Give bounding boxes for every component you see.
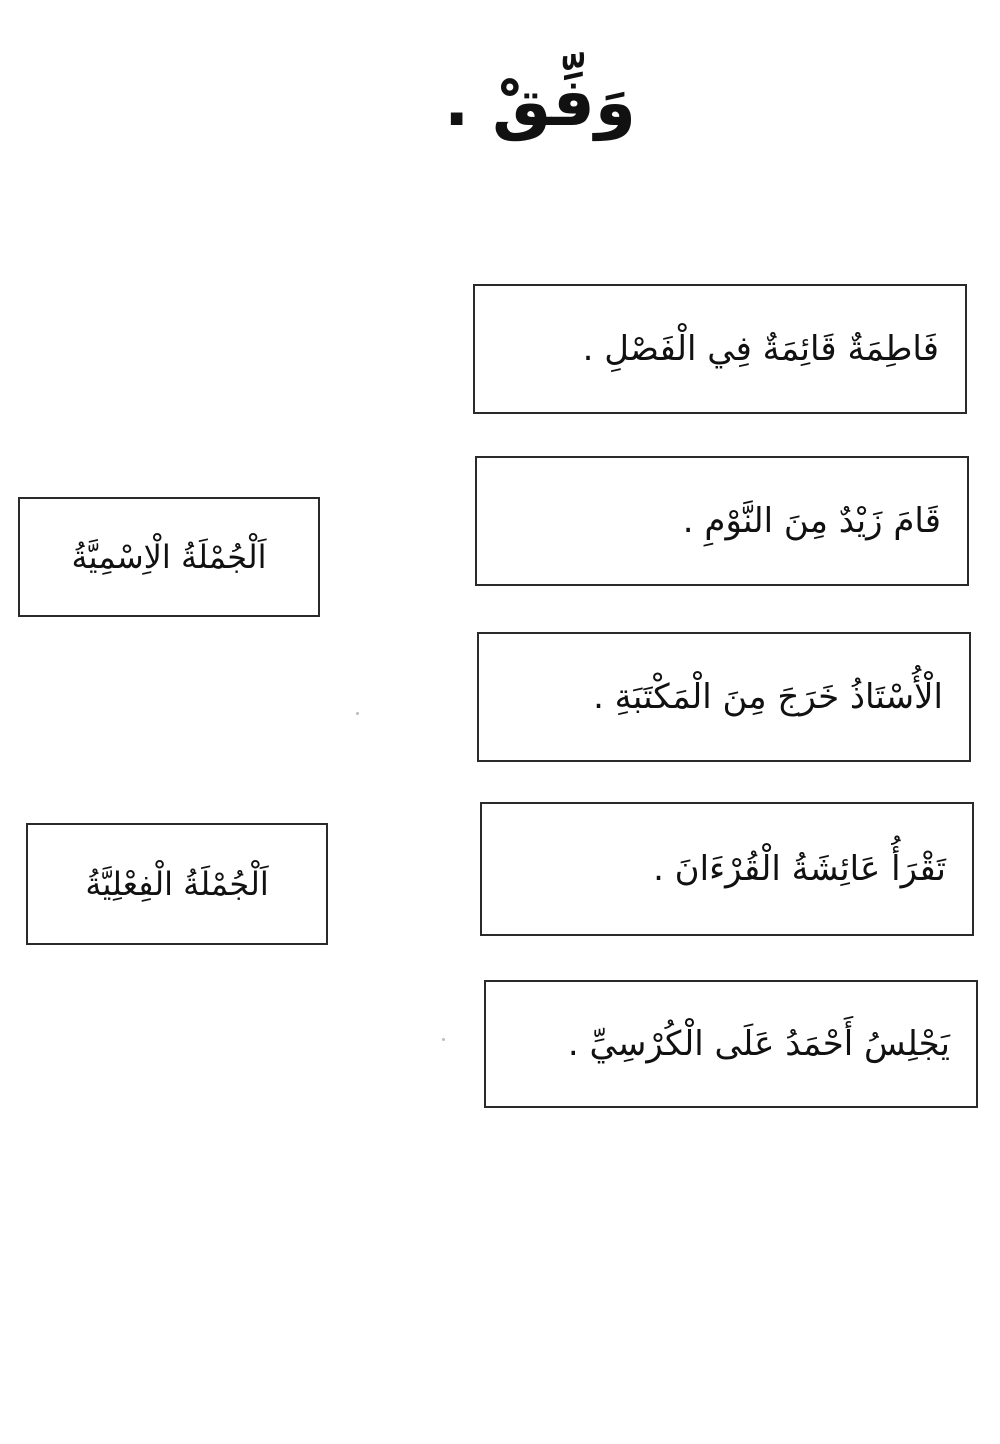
scan-speck: [356, 712, 359, 715]
sentence-card-3[interactable]: الْأُسْتَاذُ خَرَجَ مِنَ الْمَكْتَبَةِ .: [477, 632, 971, 762]
category-verbal-sentence[interactable]: اَلْجُمْلَةُ الْفِعْلِيَّةُ: [26, 823, 328, 945]
sentence-card-2[interactable]: قَامَ زَيْدٌ مِنَ النَّوْمِ .: [475, 456, 969, 586]
scan-speck: [442, 1038, 445, 1041]
page-title: وَفِّقْ .: [444, 64, 636, 141]
category-nominal-sentence[interactable]: اَلْجُمْلَةُ الْاِسْمِيَّةُ: [18, 497, 320, 617]
sentence-card-5[interactable]: يَجْلِسُ أَحْمَدُ عَلَى الْكُرْسِيِّ .: [484, 980, 978, 1108]
sentence-card-4[interactable]: تَقْرَأُ عَائِشَةُ الْقُرْءَانَ .: [480, 802, 974, 936]
sentence-card-1[interactable]: فَاطِمَةٌ قَائِمَةٌ فِي الْفَصْلِ .: [473, 284, 967, 414]
